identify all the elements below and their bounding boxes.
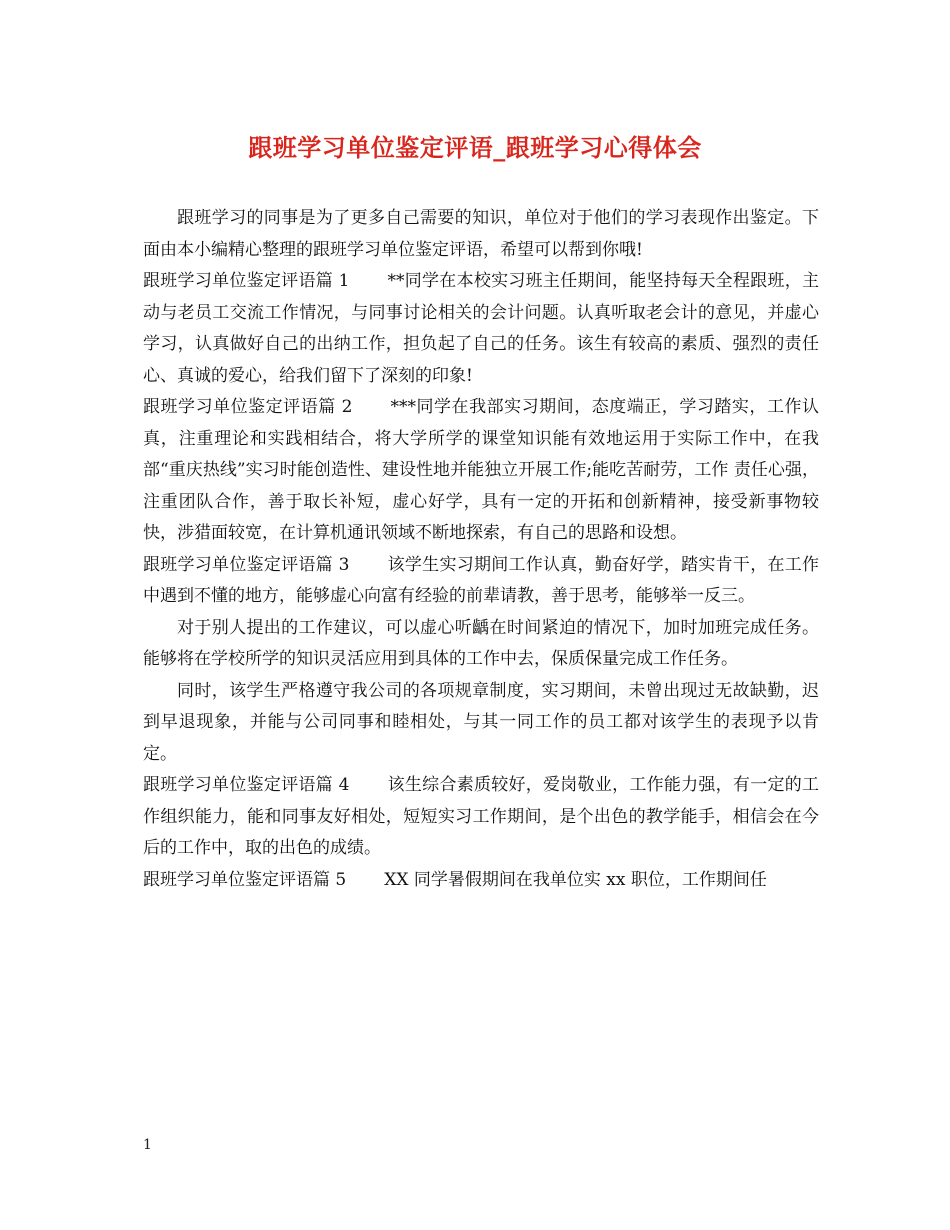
section-2 (143, 392, 819, 550)
section-1-text: **同学在本校实习班主任期间，能坚持每天全程跟班，主动与老员工交流工作情况，与同事讨论相关的会计问题。认真听取老会计的意见，并虚心学习，认真做好自己的出纳工作，担负起了自己的任务。该生有较高的素质、强烈的责任心、真诚的爱心，给我们留下了深刻的印象! (143, 271, 819, 386)
section-4 (143, 770, 819, 865)
section-5-heading: 跟班学习单位鉴定评语篇 5 (143, 869, 347, 890)
section-3-text: 该学生实习期间工作认真，勤奋好学，踏实肯干，在工作中遇到不懂的地方，能够虚心向富有经验的前辈请教，善于思考，能够举一反三。 (143, 554, 819, 606)
section-4-heading: 跟班学习单位鉴定评语篇 4 (143, 775, 350, 795)
section-5 (143, 865, 819, 897)
section-3-heading: 跟班学习单位鉴定评语篇 3 (143, 554, 350, 575)
section-2-text: ***同学在我部实习期间，态度端正，学习踏实，工作认真，注重理论和实践相结合，将大学所学的课堂知识能有效地运用于实际工作中，在我部“重庆热线”实习时能创造性、建设性地并能独立开展工作;能吃苦耐劳，工作 责任心强，注重团队合作，善于取长补短，虚心好学，具有一定的开拓和创新精神，接受新事物较快，涉猎面较宽，在计算机通讯领域不断地探索，有自己的思路和设想。 (143, 397, 819, 543)
section-3-paragraph-3: 同时，该学生严格遵守我公司的各项规章制度，实习期间，未曾出现过无故缺勤，迟到早退现象，并能与公司同事和睦相处，与其一同工作的员工都对该学生的表现予以肯定。 (143, 680, 819, 764)
page-number: 1 (143, 1137, 152, 1153)
section-3-paragraph-2: 对于别人提出的工作建议，可以虚心听齲在时间紧迫的情况下，加时加班完成任务。能够将在学校所学的知识灵活应用到具体的工作中去，保质保量完成工作任务。 (143, 617, 819, 669)
intro-paragraph: 跟班学习的同事是为了更多自己需要的知识，单位对于他们的学习表现作出鉴定。下面由本小编精心整理的跟班学习单位鉴定评语，希望可以帮到你哦! (143, 208, 819, 260)
section-3 (143, 550, 819, 613)
document-title: 跟班学习单位鉴定评语_跟班学习心得体会 (248, 133, 702, 162)
section-1 (143, 266, 819, 392)
document-body (143, 203, 819, 896)
section-2-heading: 跟班学习单位鉴定评语篇 2 (143, 397, 353, 417)
section-4-text: 该生综合素质较好，爱岗敬业，工作能力强，有一定的工作组织能力，能和同事友好相处，短短实习工作期间，是个出色的教学能手，相信会在今后的工作中，取的出色的成绩。 (143, 775, 819, 858)
section-5-text: XX 同学暑假期间在我单位实 xx 职位，工作期间任 (384, 869, 767, 890)
section-1-heading: 跟班学习单位鉴定评语篇 1 (143, 271, 350, 291)
